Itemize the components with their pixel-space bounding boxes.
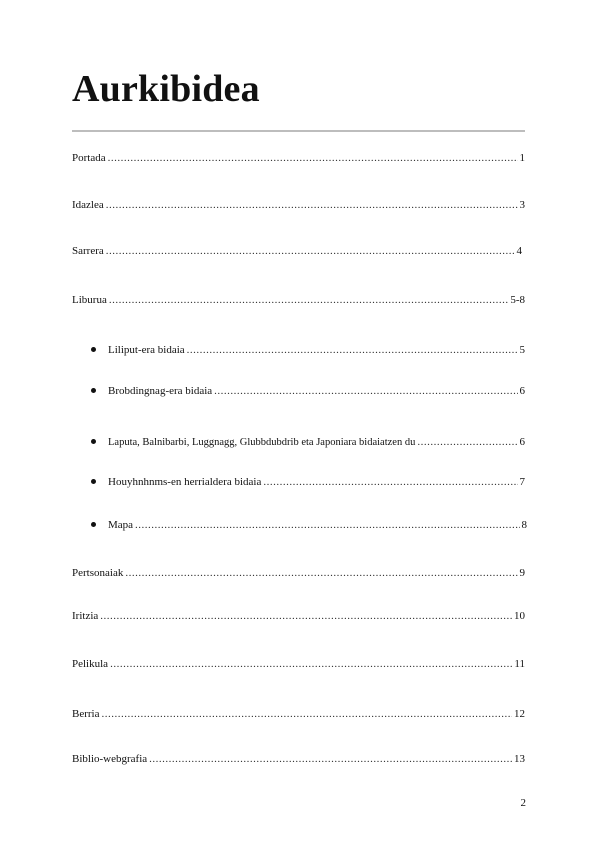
toc-entry-liburua[interactable] — [72, 293, 525, 307]
toc-entry-pertsonaiak[interactable] — [72, 566, 525, 580]
toc-dot-leader — [109, 293, 509, 307]
toc-dot-leader — [106, 198, 518, 212]
toc-entry-page: 6 — [519, 436, 525, 448]
toc-dot-leader — [214, 384, 517, 398]
toc-subentry-laputa[interactable] — [108, 435, 525, 450]
bullet-icon — [91, 439, 96, 444]
toc-entry-page: 5 — [519, 344, 525, 356]
toc-entry-page: 7 — [519, 476, 525, 488]
toc-entry-label: Mapa — [108, 519, 134, 531]
toc-entry-label: Liliput-era bidaia — [108, 344, 185, 356]
title-divider — [72, 130, 525, 132]
toc-entry-page: 8 — [521, 519, 527, 531]
toc-entry-label: Biblio-webgrafia — [72, 753, 148, 765]
toc-dot-leader — [417, 435, 517, 449]
toc-entry-label: Laputa, Balnibarbi, Luggnagg, Glubbdubdrib eta Japoniara bidaiatzen du — [108, 437, 416, 448]
toc-subentry-brobdingnag[interactable] — [108, 384, 525, 398]
bullet-icon — [91, 522, 96, 527]
toc-entry-page: 4 — [516, 245, 522, 257]
toc-entry-berria[interactable] — [72, 707, 525, 721]
toc-entry-page: 6 — [519, 385, 525, 397]
bullet-icon — [91, 479, 96, 484]
toc-entry-page: 3 — [519, 199, 525, 211]
toc-dot-leader — [106, 244, 515, 258]
toc-subentry-liliput[interactable] — [108, 343, 525, 357]
toc-entry-label: Houyhnhnms-en herrialdera bidaia — [108, 476, 262, 488]
toc-dot-leader — [108, 151, 518, 165]
toc-dot-leader — [101, 707, 512, 721]
toc-dot-leader — [110, 657, 512, 671]
toc-entry-page: 11 — [514, 658, 525, 670]
toc-entry-label: Pertsonaiak — [72, 567, 124, 579]
toc-entry-label: Liburua — [72, 294, 107, 306]
toc-entry-page: 10 — [514, 610, 525, 622]
toc-entry-page: 13 — [514, 753, 525, 765]
toc-dot-leader — [263, 475, 517, 489]
toc-entry-label: Iritzia — [72, 610, 99, 622]
toc-dot-leader — [125, 566, 517, 580]
toc-subentry-mapa[interactable] — [108, 518, 527, 532]
toc-entry-sarrera[interactable] — [72, 244, 522, 258]
bullet-icon — [91, 388, 96, 393]
toc-entry-biblio-webgrafia[interactable] — [72, 752, 525, 766]
toc-entry-label: Sarrera — [72, 245, 104, 257]
page-number: 2 — [520, 797, 526, 809]
bullet-icon — [91, 347, 96, 352]
toc-entry-portada[interactable] — [72, 151, 525, 165]
toc-entry-page: 1 — [519, 152, 525, 164]
toc-entry-pelikula[interactable] — [72, 657, 525, 671]
toc-dot-leader — [100, 609, 512, 623]
toc-entry-label: Pelikula — [72, 658, 109, 670]
toc-subentry-houyhnhnms[interactable] — [108, 475, 525, 489]
toc-entry-label: Idazlea — [72, 199, 104, 211]
toc-entry-page: 9 — [519, 567, 525, 579]
toc-entry-label: Brobdingnag-era bidaia — [108, 385, 213, 397]
toc-dot-leader — [187, 343, 518, 357]
toc-dot-leader — [149, 752, 512, 766]
page-title: Aurkibidea — [72, 68, 260, 110]
toc-entry-page: 12 — [514, 708, 525, 720]
toc-entry-label: Berria — [72, 708, 100, 720]
toc-dot-leader — [135, 518, 519, 532]
toc-entry-label: Portada — [72, 152, 106, 164]
toc-entry-page: 5-8 — [510, 294, 525, 306]
toc-entry-idazlea[interactable] — [72, 198, 525, 212]
toc-entry-iritzia[interactable] — [72, 609, 525, 623]
